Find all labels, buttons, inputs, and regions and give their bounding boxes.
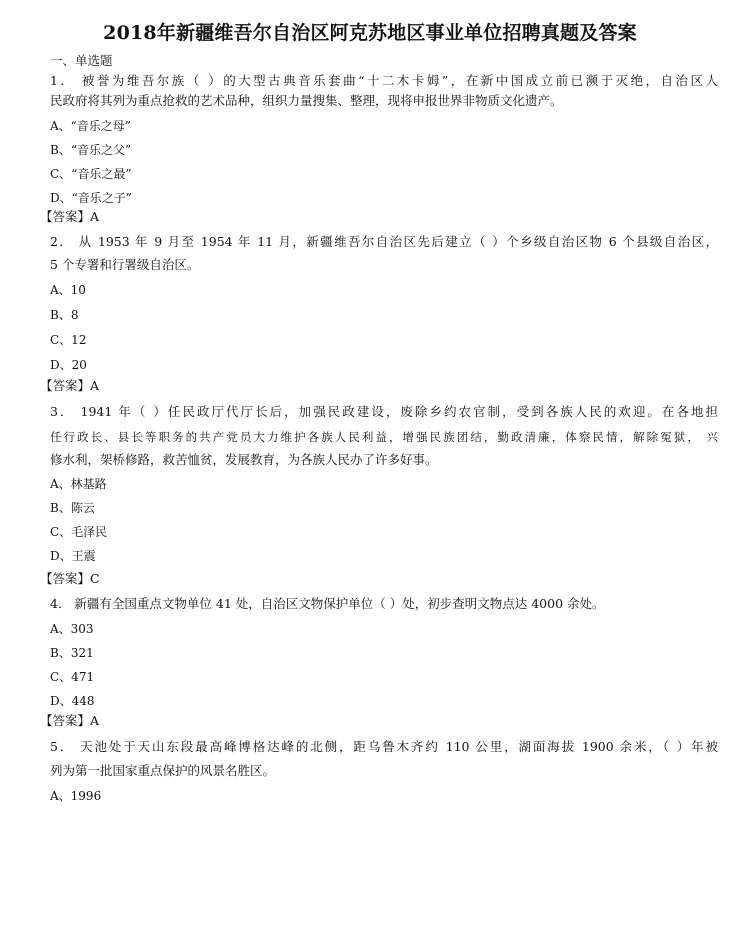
question-3-option-a: A、林基路 [50, 477, 107, 491]
question-5-line-1: 5． 天池处于天山东段最高峰博格达峰的北侧，距乌鲁木齐约 110 公里，湖面海拔 1900 余米，（ ）年被 [50, 739, 718, 754]
question-4-option-a: A、303 [50, 622, 94, 636]
question-2-option-c: C、12 [50, 333, 87, 347]
question-2-option-b: B、8 [50, 308, 79, 322]
document-title: 2018年新疆维吾尔自治区阿克苏地区事业单位招聘真题及答案 [103, 22, 637, 44]
question-3-option-d: D、王震 [50, 549, 96, 563]
question-2-option-d: D、20 [50, 358, 87, 372]
question-2-option-a: A、10 [50, 283, 86, 297]
question-1-option-a: A、“音乐之母” [50, 119, 131, 133]
question-2-line-1: 2． 从 1953 年 9 月至 1954 年 11 月，新疆维吾尔自治区先后建立（ ）个乡级自治区物 6 个县级自治区， [50, 234, 718, 249]
question-1-answer: 【答案】A [40, 209, 100, 224]
question-1-option-b: B、“音乐之父” [50, 143, 132, 157]
question-3-line-1: 3． 1941 年（ ）任民政厅代厅长后，加强民政建设，废除乡约农官制，受到各族人民的欢迎。在各地担 [50, 404, 718, 419]
question-4-line-1: 4． 新疆有全国重点文物单位 41 处，自治区文物保护单位（ ）处，初步查明文物点达 4000 余处。 [50, 596, 605, 611]
question-1-line-1: 1． 被誉为维吾尔族（ ）的大型古典音乐套曲“十二木卡姆”，在新中国成立前已濒于灭绝，自治区人 [50, 73, 718, 88]
section-heading: 一、单选题 [50, 53, 113, 68]
question-1-line-2: 民政府将其列为重点抢救的艺术品种，组织力量搜集、整理，现将申报世界非物质文化遗产。 [50, 93, 563, 108]
question-5-line-2: 列为第一批国家重点保护的风景名胜区。 [50, 763, 276, 778]
question-3-line-3: 修水利，架桥修路，救苦恤贫，发展教育，为各族人民办了许多好事。 [50, 452, 438, 467]
question-3-line-2: 任行政长、县长等职务的共产党员大力维护各族人民利益，增强民族团结，勤政清廉，体察民情，解除冤狱， 兴 [50, 430, 718, 444]
question-4-option-b: B、321 [50, 646, 94, 660]
question-4-answer: 【答案】A [40, 713, 100, 728]
question-3-answer: 【答案】C [40, 571, 100, 586]
question-3-option-c: C、毛泽民 [50, 525, 108, 539]
question-1-option-d: D、“音乐之子” [50, 191, 132, 205]
question-2-line-2: 5 个专署和行署级自治区。 [50, 257, 200, 272]
question-1-option-c: C、“音乐之最” [50, 167, 132, 181]
question-5-option-a: A、1996 [50, 789, 102, 803]
question-4-option-d: D、448 [50, 694, 95, 708]
question-3-option-b: B、陈云 [50, 501, 95, 515]
question-2-answer: 【答案】A [40, 378, 100, 393]
question-4-option-c: C、471 [50, 670, 95, 684]
